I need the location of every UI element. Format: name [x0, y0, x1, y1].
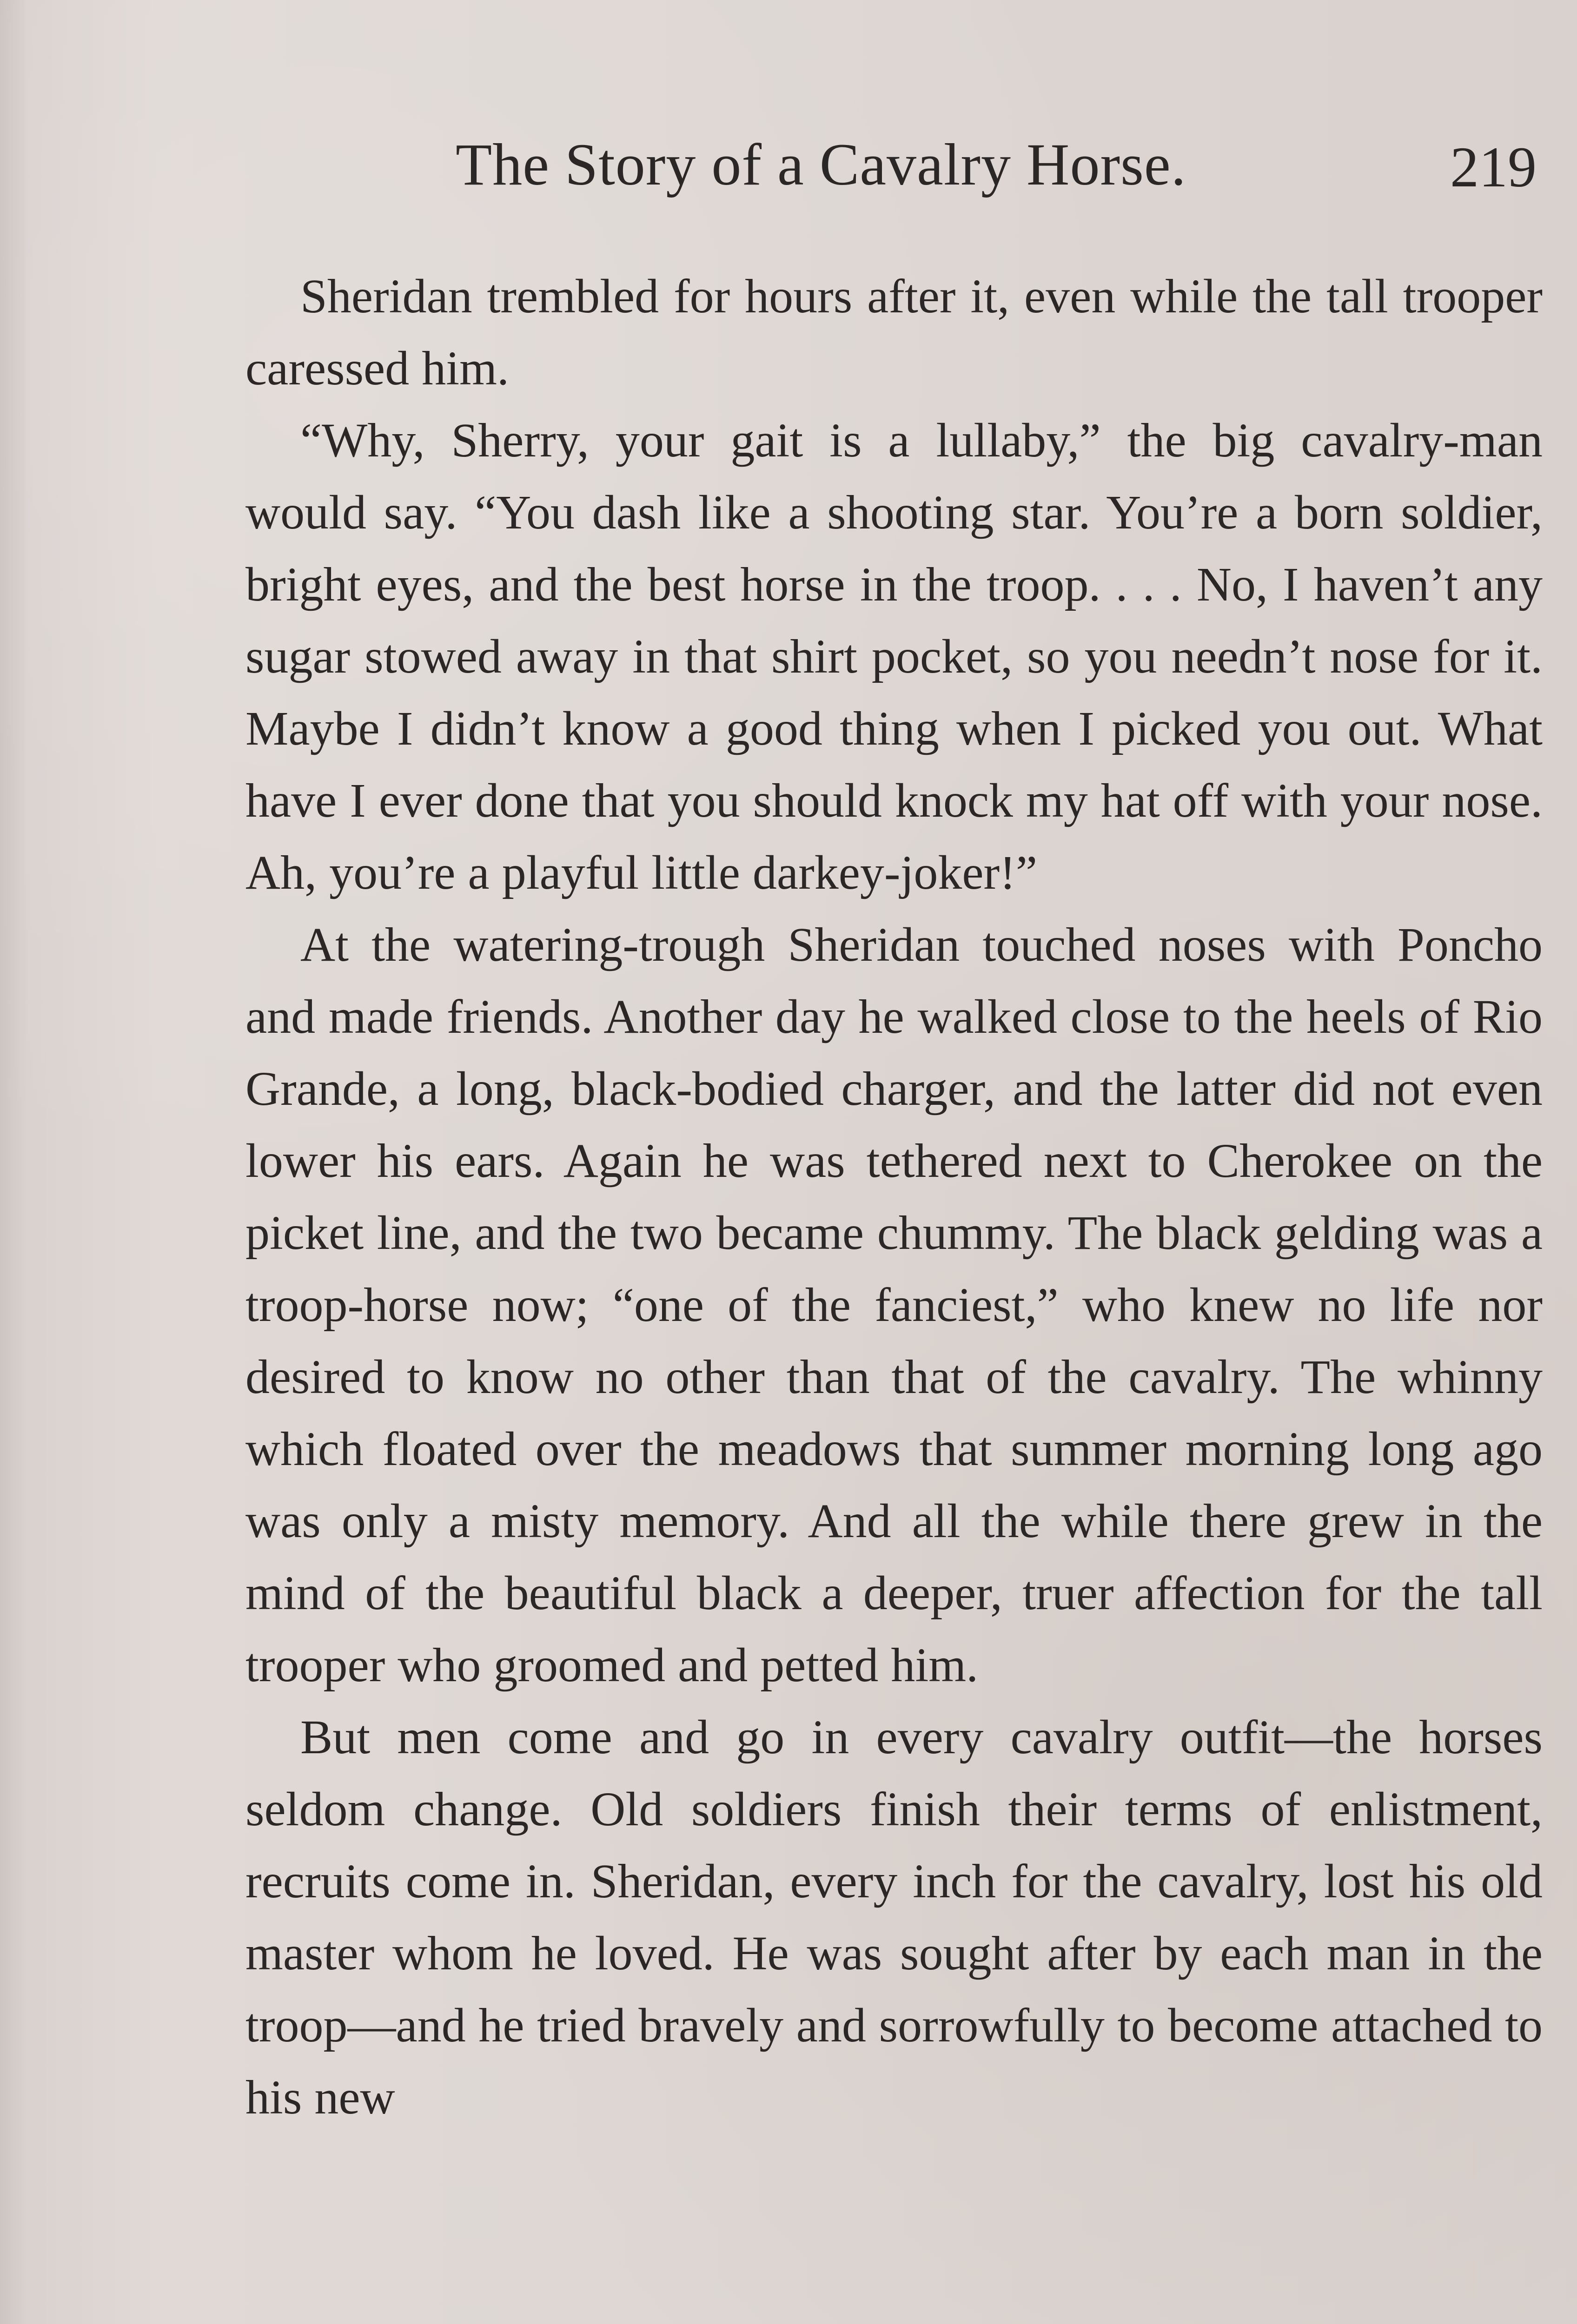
- paragraph-4: But men come and go in every cavalry outfit—the horses seldom change. Old soldiers finish their terms of enlistment, recruits come in. Sheridan, every inch for the cavalry, lost his old master whom he loved. He was sought after by each man in the troop—and he tried bravely and sorrowfully to become attached to his new: [245, 1710, 1543, 2124]
- paragraph-2: “Why, Sherry, your gait is a lullaby,” the big cavalry-man would say. “You dash like a shooting star. You’re a born soldier, bright eyes, and the best horse in the troop. . . . No, I haven’t any sugar stowed away in that shirt pocket, so you needn’t nose for it. Maybe I didn’t know a good thing when I picked you out. What have I ever done that you should knock my hat off with your nose. Ah, you’re a playful little darkey-joker!”: [245, 414, 1543, 899]
- body-text: [245, 260, 1543, 2133]
- page-left-edge: [0, 0, 26, 2324]
- paragraph-1: Sheridan trembled for hours after it, even while the tall trooper caressed him.: [245, 270, 1543, 395]
- page-number: 219: [1450, 135, 1537, 199]
- running-title: The Story of a Cavalry Horse.: [456, 132, 1186, 198]
- page-header: [456, 132, 1544, 214]
- paragraph-3: At the watering-trough Sheridan touched noses with Poncho and made friends. Another day he walked close to the heels of Rio Grande, a long, black-bodied charger, and the latter did not even lower his ears. Again he was tethered next to Cherokee on the picket line, and the two became chummy. The black gelding was a troop-horse now; “one of the fanciest,” who knew no life nor desired to know no other than that of the cavalry. The whinny which floated over the meadows that summer morning long ago was only a misty memory. And all the while there grew in the mind of the beautiful black a deeper, truer affection for the tall trooper who groomed and petted him.: [245, 918, 1543, 1692]
